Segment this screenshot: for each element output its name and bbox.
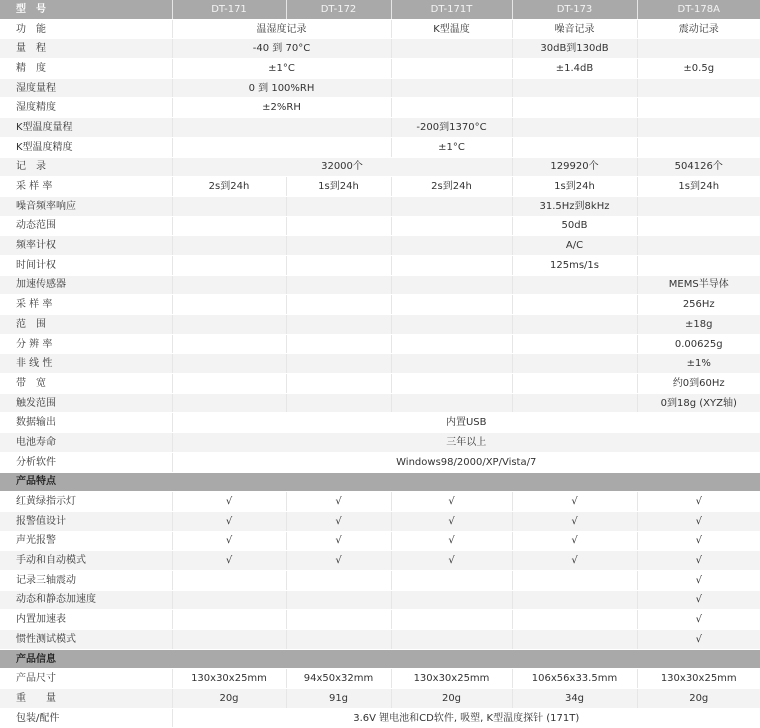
model-header-dt-173: DT-173 [512,0,637,19]
spec-value-cell [391,275,512,295]
check-mark-cell: √ [172,511,286,531]
spec-value-cell [391,315,512,335]
spec-value-cell: ±1% [637,354,760,374]
check-mark-cell: √ [512,551,637,571]
spec-value-cell [391,354,512,374]
spec-value-cell: ±0.5g [637,59,760,79]
spec-value-cell [286,216,391,236]
spec-value-cell [172,118,391,138]
check-mark-cell: √ [512,531,637,551]
spec-row-label: 精 度 [0,59,172,79]
spec-value-cell: 三年以上 [172,433,760,453]
check-mark-cell: √ [286,551,391,571]
check-mark-cell: √ [637,551,760,571]
section-title: 产品特点 [0,472,760,492]
spec-row-label: K型温度量程 [0,118,172,138]
spec-row-label: 采 样 率 [0,295,172,315]
spec-row-label: 采 样 率 [0,177,172,197]
spec-value-cell [286,334,391,354]
spec-value-cell: 0到18g (XYZ轴) [637,393,760,413]
check-mark-cell: √ [637,531,760,551]
spec-value-cell [391,393,512,413]
spec-value-cell [286,315,391,335]
spec-value-cell: 106x56x33.5mm [512,669,637,689]
spec-row-label: 范 围 [0,315,172,335]
check-mark-cell: √ [172,551,286,571]
spec-value-cell: 50dB [512,216,637,236]
spec-value-cell [512,610,637,630]
spec-value-cell: 94x50x32mm [286,669,391,689]
spec-value-cell [391,59,512,79]
check-mark-cell: √ [391,492,512,512]
spec-value-cell [637,236,760,256]
spec-row-label: K型温度精度 [0,137,172,157]
spec-value-cell [172,374,286,394]
spec-value-cell [172,315,286,335]
spec-row [0,531,760,551]
spec-row-label: 记录三轴震动 [0,570,172,590]
spec-row-label: 重 量 [0,689,172,709]
spec-value-cell [391,610,512,630]
spec-row [0,39,760,59]
spec-value-cell: ±1°C [391,137,512,157]
spec-value-cell [172,255,286,275]
spec-value-cell: 温湿度记录 [172,19,391,39]
spec-value-cell: 20g [391,689,512,709]
spec-value-cell: 噪音记录 [512,19,637,39]
spec-value-cell: Windows98/2000/XP/Vista/7 [172,452,760,472]
spec-value-cell [172,137,391,157]
spec-value-cell [391,295,512,315]
spec-row-label: 电池寿命 [0,433,172,453]
spec-row-label: 湿度量程 [0,78,172,98]
spec-row-label: 分析软件 [0,452,172,472]
spec-row [0,315,760,335]
spec-value-cell [172,275,286,295]
spec-value-cell [391,334,512,354]
spec-row [0,570,760,590]
spec-value-cell [172,354,286,374]
spec-value-cell [172,216,286,236]
spec-value-cell: 约0到60Hz [637,374,760,394]
spec-row [0,295,760,315]
spec-value-cell [286,275,391,295]
spec-value-cell [391,78,512,98]
spec-row [0,118,760,138]
spec-row-label: 湿度精度 [0,98,172,118]
check-mark-cell: √ [637,590,760,610]
spec-row-label: 数据输出 [0,413,172,433]
spec-value-cell: ±18g [637,315,760,335]
spec-value-cell [172,570,286,590]
check-mark-cell: √ [391,531,512,551]
spec-value-cell [512,315,637,335]
spec-row [0,19,760,39]
check-mark-cell: √ [512,492,637,512]
spec-value-cell [286,255,391,275]
spec-value-cell: 32000个 [172,157,512,177]
model-header-dt-171: DT-171 [172,0,286,19]
spec-row [0,354,760,374]
spec-value-cell [391,570,512,590]
spec-row [0,630,760,650]
spec-value-cell: 2s到24h [391,177,512,197]
spec-row [0,393,760,413]
check-mark-cell: √ [286,492,391,512]
spec-row [0,334,760,354]
spec-row [0,374,760,394]
spec-row-label: 噪音频率响应 [0,196,172,216]
spec-value-cell [391,216,512,236]
model-header-dt-178a: DT-178A [637,0,760,19]
spec-row-label: 惯性测试模式 [0,630,172,650]
spec-value-cell [391,255,512,275]
spec-value-cell [637,255,760,275]
spec-row-label: 时间计权 [0,255,172,275]
spec-value-cell [512,590,637,610]
spec-value-cell [512,374,637,394]
spec-value-cell [286,590,391,610]
spec-value-cell [286,196,391,216]
spec-row-label: 记 录 [0,157,172,177]
spec-value-cell [637,216,760,236]
spec-value-cell: 1s到24h [512,177,637,197]
spec-value-cell: 震动记录 [637,19,760,39]
spec-value-cell [391,98,512,118]
spec-value-cell: 125ms/1s [512,255,637,275]
spec-value-cell: 1s到24h [637,177,760,197]
spec-row [0,551,760,571]
spec-row-label: 量 程 [0,39,172,59]
model-header-dt-172: DT-172 [286,0,391,19]
spec-value-cell [512,295,637,315]
model-header-dt-171t: DT-171T [391,0,512,19]
section-header-row [0,649,760,669]
check-mark-cell: √ [286,531,391,551]
check-mark-cell: √ [172,531,286,551]
spec-value-cell: 34g [512,689,637,709]
spec-value-cell [637,78,760,98]
spec-row [0,708,760,728]
spec-row [0,689,760,709]
spec-value-cell [172,610,286,630]
spec-value-cell [286,354,391,374]
spec-value-cell [391,236,512,256]
spec-row [0,78,760,98]
spec-value-cell: ±1°C [172,59,391,79]
spec-value-cell [637,196,760,216]
spec-value-cell: 3.6V 锂电池和CD软件, 吸塑, K型温度探针 (171T) [172,708,760,728]
spec-value-cell [286,570,391,590]
spec-row [0,669,760,689]
spec-value-cell [172,393,286,413]
spec-row-label: 声光报警 [0,531,172,551]
spec-value-cell: ±2%RH [172,98,391,118]
spec-value-cell: -40 到 70°C [172,39,391,59]
section-title: 产品信息 [0,649,760,669]
spec-value-cell [637,137,760,157]
spec-value-cell: 130x30x25mm [637,669,760,689]
spec-row [0,433,760,453]
spec-value-cell: 2s到24h [172,177,286,197]
check-mark-cell: √ [391,511,512,531]
spec-row-label: 非 线 性 [0,354,172,374]
spec-value-cell: 129920个 [512,157,637,177]
check-mark-cell: √ [512,511,637,531]
spec-row-label: 内置加速表 [0,610,172,630]
spec-value-cell [172,334,286,354]
spec-row [0,216,760,236]
spec-row-label: 手动和自动模式 [0,551,172,571]
spec-value-cell [286,630,391,650]
spec-value-cell [512,393,637,413]
spec-value-cell [391,374,512,394]
spec-value-cell: K型温度 [391,19,512,39]
spec-value-cell [286,236,391,256]
spec-row [0,610,760,630]
spec-value-cell [391,590,512,610]
spec-row-label: 动态和静态加速度 [0,590,172,610]
spec-row [0,255,760,275]
spec-row [0,137,760,157]
section-header-row [0,472,760,492]
spec-value-cell: 1s到24h [286,177,391,197]
spec-value-cell: 130x30x25mm [172,669,286,689]
spec-value-cell [172,630,286,650]
spec-value-cell: 内置USB [172,413,760,433]
check-mark-cell: √ [637,630,760,650]
spec-value-cell [512,98,637,118]
spec-value-cell: ±1.4dB [512,59,637,79]
spec-value-cell: 20g [172,689,286,709]
spec-value-cell [512,334,637,354]
spec-value-cell [512,630,637,650]
check-mark-cell: √ [637,610,760,630]
check-mark-cell: √ [637,570,760,590]
spec-row-label: 功 能 [0,19,172,39]
spec-value-cell [512,354,637,374]
spec-row [0,492,760,512]
spec-row [0,413,760,433]
spec-value-cell: 0.00625g [637,334,760,354]
spec-value-cell: A/C [512,236,637,256]
spec-row [0,275,760,295]
check-mark-cell: √ [286,511,391,531]
spec-value-cell: 256Hz [637,295,760,315]
spec-value-cell [286,610,391,630]
spec-value-cell [637,98,760,118]
spec-value-cell [391,196,512,216]
spec-value-cell: 31.5Hz到8kHz [512,196,637,216]
header-row [0,0,760,19]
spec-row-label: 带 宽 [0,374,172,394]
spec-value-cell: 20g [637,689,760,709]
spec-value-cell: 504126个 [637,157,760,177]
spec-row-label: 产品尺寸 [0,669,172,689]
spec-row-label: 红黄绿指示灯 [0,492,172,512]
spec-value-cell [286,295,391,315]
spec-value-cell: 130x30x25mm [391,669,512,689]
spec-value-cell [172,590,286,610]
spec-value-cell [172,196,286,216]
spec-value-cell: 0 到 100%RH [172,78,391,98]
check-mark-cell: √ [637,511,760,531]
spec-row [0,59,760,79]
spec-row-label: 加速传感器 [0,275,172,295]
spec-value-cell [637,39,760,59]
spec-row [0,177,760,197]
spec-value-cell [172,236,286,256]
spec-row [0,98,760,118]
check-mark-cell: √ [637,492,760,512]
spec-value-cell [391,630,512,650]
spec-row [0,590,760,610]
spec-row-label: 分 辨 率 [0,334,172,354]
spec-value-cell [512,137,637,157]
spec-value-cell [512,118,637,138]
spec-row [0,236,760,256]
spec-row [0,511,760,531]
spec-value-cell [391,39,512,59]
spec-row [0,196,760,216]
spec-value-cell [172,295,286,315]
spec-row-label: 触发范围 [0,393,172,413]
spec-row [0,452,760,472]
header-label: 型 号 [0,0,172,19]
spec-value-cell [637,118,760,138]
spec-value-cell: 30dB到130dB [512,39,637,59]
spec-value-cell [286,393,391,413]
spec-row-label: 动态范围 [0,216,172,236]
spec-row-label: 报警值设计 [0,511,172,531]
check-mark-cell: √ [172,492,286,512]
spec-value-cell [286,374,391,394]
check-mark-cell: √ [391,551,512,571]
spec-value-cell: -200到1370°C [391,118,512,138]
spec-row [0,157,760,177]
spec-row-label: 频率计权 [0,236,172,256]
spec-value-cell [512,78,637,98]
spec-value-cell: 91g [286,689,391,709]
spec-value-cell [512,275,637,295]
spec-value-cell: MEMS半导体 [637,275,760,295]
spec-row-label: 包装/配件 [0,708,172,728]
spec-value-cell [512,570,637,590]
